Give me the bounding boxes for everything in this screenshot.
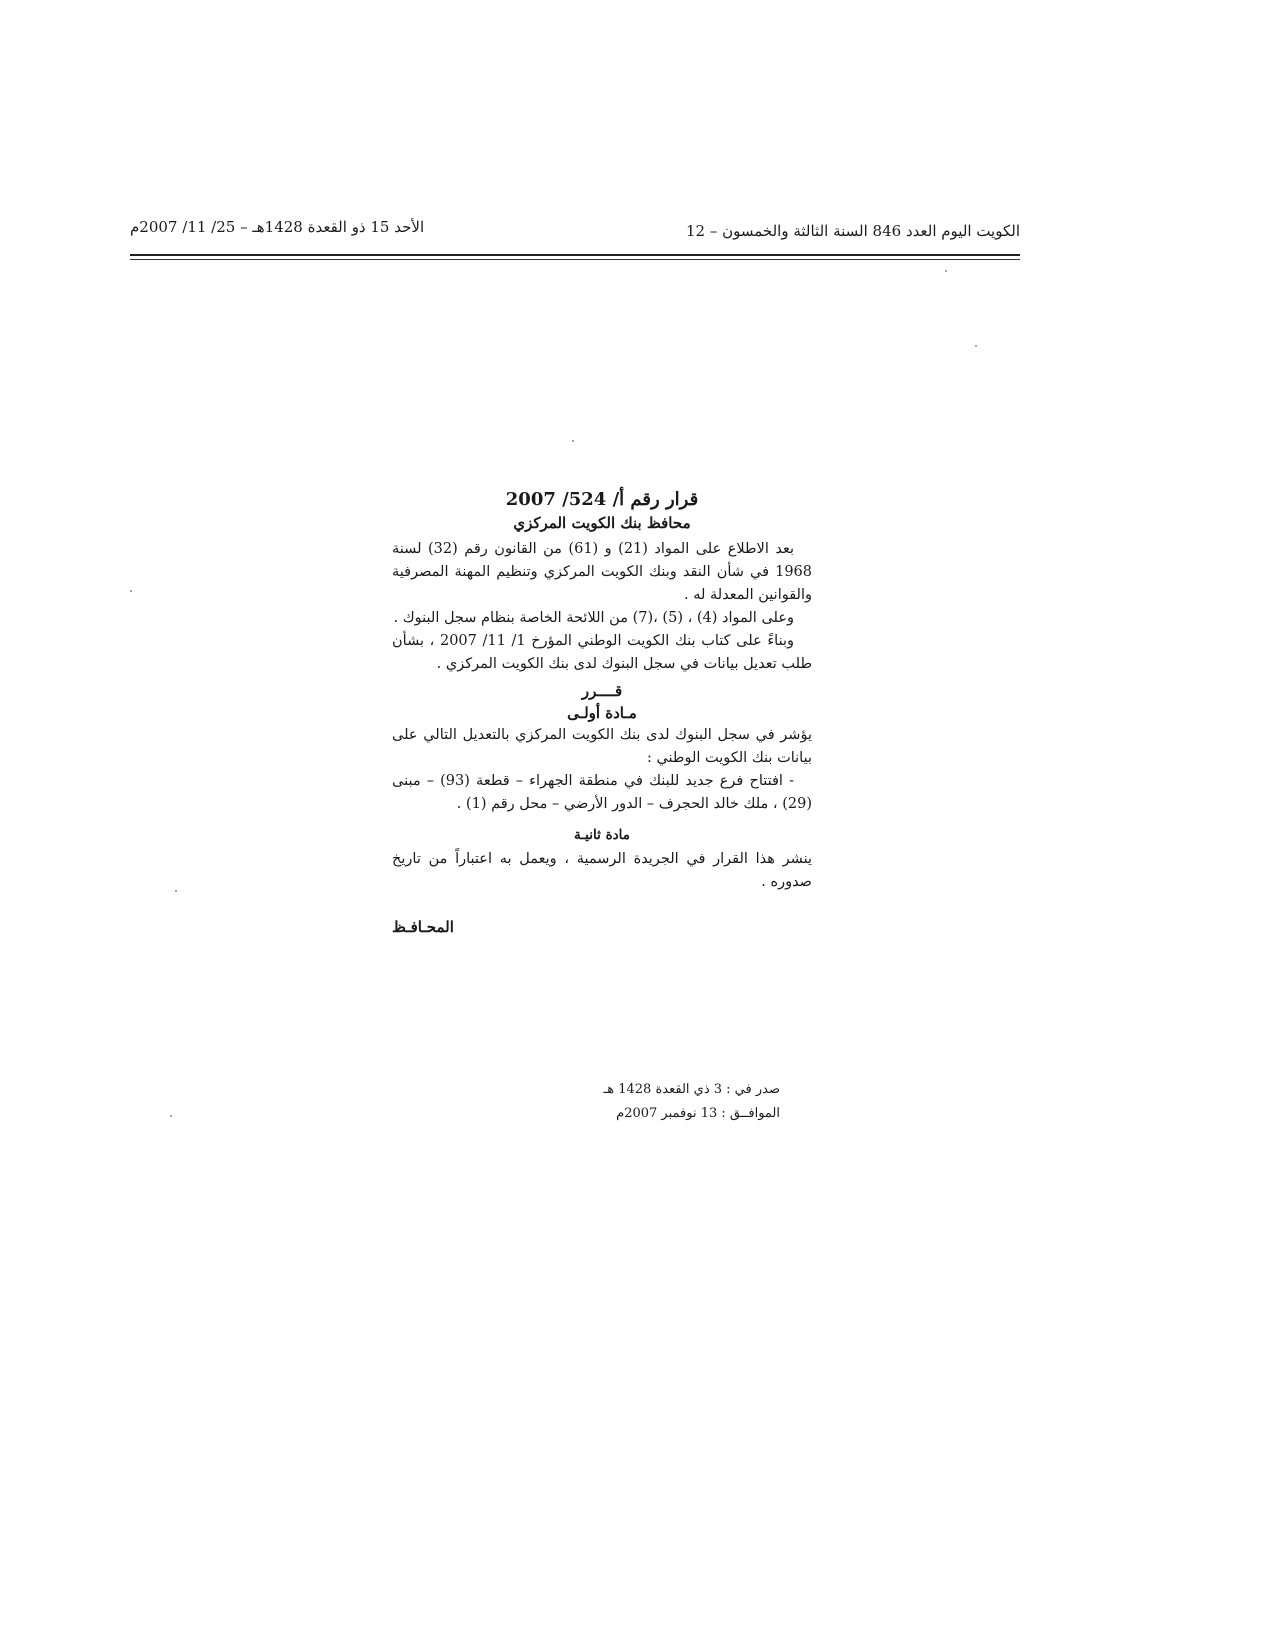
header-date: الأحد 15 ذو القعدة 1428هـ – 25/ 11/ 2007م [130,218,425,236]
header-rule-thin [130,259,1020,260]
decree-title: قرار رقم أ/ 524/ 2007 [505,489,699,510]
preamble-paragraph-2: وعلى المواد (4) ، (5) ،(7) من اللائحة الخاصة بنظام سجل البنوك . [393,610,794,626]
issued-gregorian-date: الموافــق : 13 نوفمبر 2007م [616,1106,780,1121]
decree-issuer: محافظ بنك الكويت المركزي [513,514,691,532]
issue-dates [560,1078,780,1126]
scan-speck [975,345,977,347]
preamble-paragraph-3: وبناءً على كتاب بنك الكويت الوطني المؤرخ 1/ 11/ 2007 ، بشأن طلب تعديل بيانات في سجل البنوك لدى بنك الكويت المركزي . [392,633,812,672]
article-1-item: - افتتاح فرع جديد للبنك في منطقة الجهراء – قطعة (93) – مبنى (29) ، ملك خالد الحجرف – الدور الأرضي – محل رقم (1) . [392,773,812,812]
header-issue-info: الكويت اليوم العدد 846 السنة الثالثة والخمسون – 12 [685,222,1020,240]
article-2-text: ينشر هذا القرار في الجريدة الرسمية ، ويعمل به اعتباراً من تاريخ صدوره . [392,851,812,890]
governor-signature: المحـافـظ [392,918,454,936]
decided-heading: قــــرر [581,682,623,700]
scan-speck [175,890,177,892]
decree-block [392,488,812,938]
article-1-text: يؤشر في سجل البنوك لدى بنك الكويت المركزي بالتعديل التالي على بيانات بنك الكويت الوطني : [392,727,812,766]
scan-speck [945,270,947,272]
preamble-paragraph-1: بعد الاطلاع على المواد (21) و (61) من القانون رقم (32) لسنة 1968 في شأن النقد وبنك الكويت المركزي وتنظيم المهنة المصرفية والقوانين المعدلة له . [392,541,812,603]
scan-speck [130,590,132,592]
scan-speck [170,1115,172,1117]
article-2-heading: مادة ثانيـة [573,827,631,843]
issued-hijri-date: صدر في : 3 ذي القعدة 1428 هـ [603,1082,780,1097]
header-rule [130,254,1020,256]
article-1-heading: مـادة أولـى [567,704,637,722]
scan-speck [572,440,574,442]
